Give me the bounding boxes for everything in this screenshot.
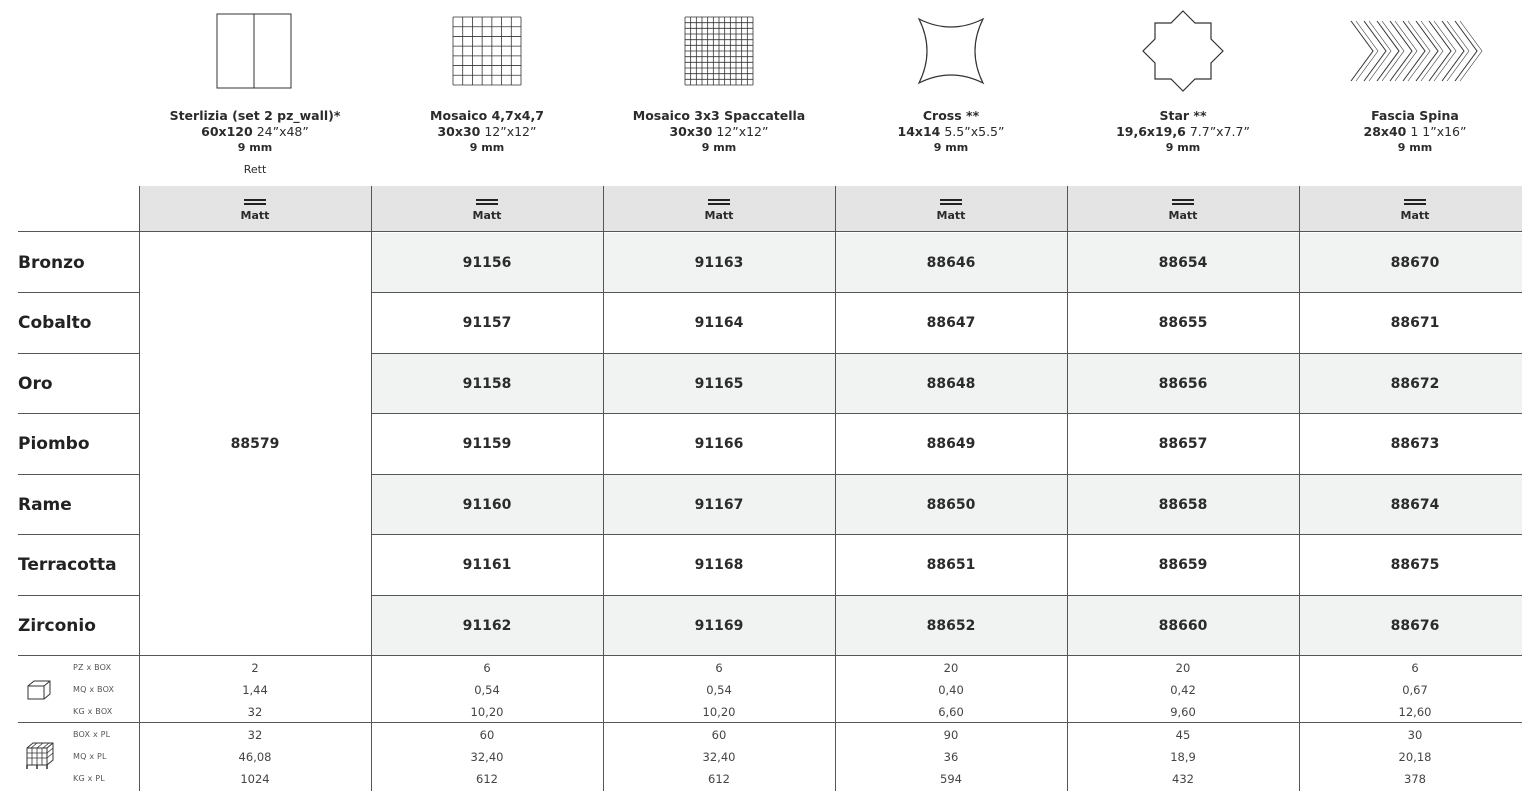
pack-value: 20 <box>1175 661 1191 675</box>
pack-value: 32 <box>247 728 263 742</box>
finish-label: Matt <box>240 209 270 222</box>
table-rule <box>371 595 1522 596</box>
pack-value: 32 <box>247 705 263 719</box>
column-size <box>1299 124 1522 140</box>
pack-label: MQ x BOX <box>73 685 115 694</box>
column-rule <box>835 186 836 791</box>
product-code: 88659 <box>1158 557 1208 573</box>
column-thickness: 9 mm <box>1397 141 1433 154</box>
product-code: 88652 <box>926 618 976 634</box>
pack-value: 378 <box>1404 772 1426 786</box>
table-rule <box>18 292 139 293</box>
table-rule <box>18 474 139 475</box>
product-code: 91165 <box>694 376 744 392</box>
size-inch: 5.5”x5.5” <box>944 124 1005 139</box>
product-code: 88658 <box>1158 497 1208 513</box>
matt-finish-icon <box>244 199 266 205</box>
table-rule <box>18 595 139 596</box>
product-code: 88646 <box>926 255 976 271</box>
product-code: 91169 <box>694 618 744 634</box>
column-name: Mosaico 4,7x4,7 <box>430 108 544 123</box>
column-header-star <box>1067 108 1299 156</box>
star-shape-icon <box>1067 10 1299 92</box>
product-code: 91161 <box>462 557 512 573</box>
pack-value: 60 <box>711 728 727 742</box>
column-header-fascia-spina <box>1299 108 1522 156</box>
column-rule <box>1299 186 1300 791</box>
pack-label: KG x PL <box>73 774 105 783</box>
product-code: 88670 <box>1390 255 1440 271</box>
pack-value: 6,60 <box>938 705 964 719</box>
matt-finish-icon <box>476 199 498 205</box>
pack-value: 36 <box>943 750 959 764</box>
pack-value: 0,42 <box>1170 683 1196 697</box>
column-rule <box>371 186 372 791</box>
pack-value: 6 <box>1411 661 1419 675</box>
pack-value: 1,44 <box>242 683 268 697</box>
pallet-icon <box>25 740 55 774</box>
finish-cell <box>1067 186 1299 231</box>
pack-value: 45 <box>1175 728 1191 742</box>
cross-shape-icon <box>835 10 1067 92</box>
color-label-cobalto: Cobalto <box>18 313 92 333</box>
column-thickness: 9 mm <box>469 141 505 154</box>
herringbone-icon <box>1299 10 1522 92</box>
product-code: 91167 <box>694 497 744 513</box>
finish-cell <box>603 186 835 231</box>
color-label-piombo: Piombo <box>18 434 90 454</box>
pack-value: 432 <box>1172 772 1194 786</box>
pack-value: 0,40 <box>938 683 964 697</box>
pack-value: 0,67 <box>1402 683 1428 697</box>
table-rule <box>18 413 139 414</box>
pack-label: PZ x BOX <box>73 663 112 672</box>
table-rule <box>371 474 1522 475</box>
size-inch: 12”x12” <box>484 124 537 139</box>
size-cm: 30x30 <box>437 124 481 139</box>
pack-value: 10,20 <box>702 705 736 719</box>
two-panel-tile-icon <box>139 10 371 92</box>
size-inch: 24”x48” <box>256 124 309 139</box>
column-rule <box>1067 186 1068 791</box>
product-code: 91168 <box>694 557 744 573</box>
product-code: 88651 <box>926 557 976 573</box>
pack-value: 0,54 <box>474 683 500 697</box>
table-rule <box>371 353 1522 354</box>
product-code: 91166 <box>694 436 744 452</box>
pack-value: 90 <box>943 728 959 742</box>
pack-value: 20,18 <box>1398 750 1432 764</box>
size-cm: 19,6x19,6 <box>1116 124 1186 139</box>
pack-value: 612 <box>708 772 730 786</box>
finish-label: Matt <box>704 209 734 222</box>
product-code: 88648 <box>926 376 976 392</box>
product-code: 88647 <box>926 315 976 331</box>
product-code: 88660 <box>1158 618 1208 634</box>
product-code: 91159 <box>462 436 512 452</box>
finish-label: Matt <box>472 209 502 222</box>
color-label-oro: Oro <box>18 374 53 394</box>
table-rule <box>18 655 1522 656</box>
product-code: 88676 <box>1390 618 1440 634</box>
table-rule <box>371 534 1522 535</box>
pack-value: 10,20 <box>470 705 504 719</box>
product-code: 88671 <box>1390 315 1440 331</box>
table-rule <box>18 534 139 535</box>
column-thickness: 9 mm <box>701 141 737 154</box>
column-thickness: 9 mm <box>1165 141 1201 154</box>
size-inch: 7.7”x7.7” <box>1189 124 1250 139</box>
size-cm: 14x14 <box>897 124 941 139</box>
product-code: 88657 <box>1158 436 1208 452</box>
column-rett: Rett <box>243 163 267 176</box>
sterlizia-code-cell: 88579 <box>230 436 280 452</box>
finish-cell <box>1299 186 1522 231</box>
size-cm: 60x120 <box>201 124 253 139</box>
finish-cell <box>139 186 371 231</box>
finish-cell <box>835 186 1067 231</box>
column-size <box>139 124 371 140</box>
size-inch: 1 1”x16” <box>1410 124 1467 139</box>
column-name: Sterlizia (set 2 pz_wall)* <box>169 108 341 123</box>
finish-label: Matt <box>1168 209 1198 222</box>
size-cm: 28x40 <box>1363 124 1407 139</box>
product-code: 88650 <box>926 497 976 513</box>
pack-value: 0,54 <box>706 683 732 697</box>
pack-value: 18,9 <box>1170 750 1196 764</box>
color-label-bronzo: Bronzo <box>18 253 85 273</box>
column-header-cross <box>835 108 1067 156</box>
column-rule <box>139 186 140 791</box>
pack-value: 32,40 <box>470 750 504 764</box>
column-header-sterlizia <box>139 108 371 178</box>
pack-label: KG x BOX <box>73 707 113 716</box>
product-code: 91164 <box>694 315 744 331</box>
pack-value: 46,08 <box>238 750 272 764</box>
product-code: 88654 <box>1158 255 1208 271</box>
pack-value: 6 <box>483 661 491 675</box>
pack-value: 20 <box>943 661 959 675</box>
column-name: Fascia Spina <box>1371 108 1459 123</box>
pack-value: 32,40 <box>702 750 736 764</box>
matt-finish-icon <box>1172 199 1194 205</box>
pack-label: MQ x PL <box>73 752 107 761</box>
column-size <box>603 124 835 140</box>
matt-finish-icon <box>708 199 730 205</box>
pack-value: 6 <box>715 661 723 675</box>
pack-value: 1024 <box>240 772 270 786</box>
column-rule <box>603 186 604 791</box>
table-rule <box>371 413 1522 414</box>
product-code: 91158 <box>462 376 512 392</box>
column-name: Mosaico 3x3 Spaccatella <box>632 108 806 123</box>
product-code: 88674 <box>1390 497 1440 513</box>
product-code: 91157 <box>462 315 512 331</box>
pack-value: 2 <box>251 661 259 675</box>
pack-label: BOX x PL <box>73 730 111 739</box>
color-label-zirconio: Zirconio <box>18 616 96 636</box>
pack-value: 12,60 <box>1398 705 1432 719</box>
color-label-terracotta: Terracotta <box>18 555 117 575</box>
column-header-mosaico-3x3 <box>603 108 835 156</box>
column-size <box>835 124 1067 140</box>
box-icon <box>26 676 52 706</box>
column-name: Star ** <box>1159 108 1207 123</box>
column-size <box>371 124 603 140</box>
product-code: 91156 <box>462 255 512 271</box>
product-code: 88655 <box>1158 315 1208 331</box>
column-name: Cross ** <box>922 108 980 123</box>
column-header-mosaico-4-7 <box>371 108 603 156</box>
product-code: 88672 <box>1390 376 1440 392</box>
product-code: 91162 <box>462 618 512 634</box>
product-code: 88656 <box>1158 376 1208 392</box>
pack-value: 612 <box>476 772 498 786</box>
table-rule <box>18 722 1522 723</box>
finish-label: Matt <box>1400 209 1430 222</box>
product-code: 91163 <box>694 255 744 271</box>
pack-value: 60 <box>479 728 495 742</box>
fine-mosaic-grid-icon <box>603 10 835 92</box>
size-inch: 12”x12” <box>716 124 769 139</box>
column-thickness: 9 mm <box>933 141 969 154</box>
finish-cell <box>371 186 603 231</box>
product-code: 88649 <box>926 436 976 452</box>
table-rule <box>371 292 1522 293</box>
pack-value: 9,60 <box>1170 705 1196 719</box>
matt-finish-icon <box>1404 199 1426 205</box>
column-thickness: 9 mm <box>237 141 273 154</box>
column-size <box>1067 124 1299 140</box>
product-code: 88675 <box>1390 557 1440 573</box>
color-label-rame: Rame <box>18 495 72 515</box>
mosaic-grid-icon <box>371 10 603 92</box>
size-cm: 30x30 <box>669 124 713 139</box>
finish-label: Matt <box>936 209 966 222</box>
table-rule <box>18 353 139 354</box>
product-code: 88673 <box>1390 436 1440 452</box>
table-rule <box>18 231 1522 232</box>
pack-value: 594 <box>940 772 962 786</box>
pack-value: 30 <box>1407 728 1423 742</box>
matt-finish-icon <box>940 199 962 205</box>
product-code: 91160 <box>462 497 512 513</box>
